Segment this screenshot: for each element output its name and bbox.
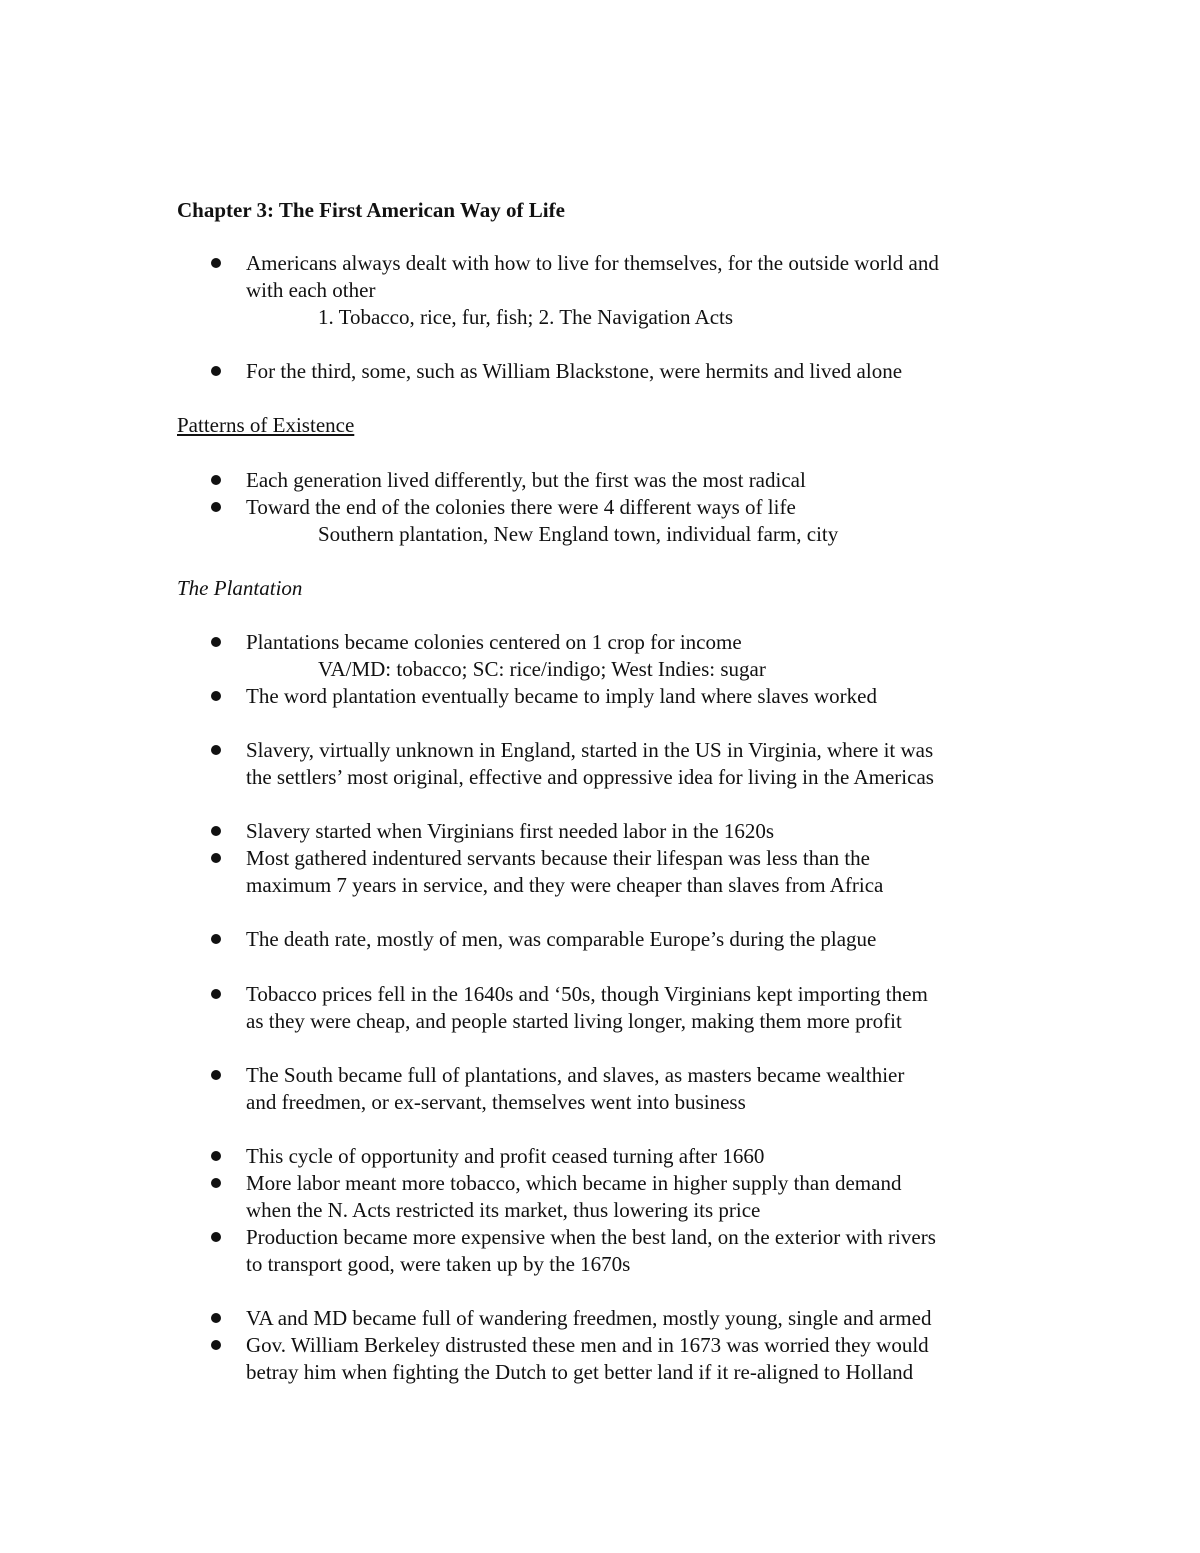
list-item-line: Gov. William Berkeley distrusted these men and in 1673 was worried they would: [246, 1333, 929, 1357]
bullet-icon: [211, 502, 221, 512]
list-subitem: 1. Tobacco, rice, fur, fish; 2. The Navigation Acts: [318, 305, 734, 329]
bullet-icon: [211, 475, 221, 485]
bullet-icon: [211, 1178, 221, 1188]
list-item-line: The South became full of plantations, and slaves, as masters became wealthier: [246, 1063, 905, 1087]
list-item-line: The death rate, mostly of men, was comparable Europe’s during the plague: [246, 927, 877, 951]
list-item-line: the settlers’ most original, effective and oppressive idea for living in the Americas: [246, 765, 934, 789]
list-item-line: when the N. Acts restricted its market, thus lowering its price: [246, 1198, 761, 1222]
bullet-icon: [211, 934, 221, 944]
list-item-line: Toward the end of the colonies there were 4 different ways of life: [246, 495, 796, 519]
list-item-line: Tobacco prices fell in the 1640s and ‘50s, though Virginians kept importing them: [246, 982, 928, 1006]
list-item-line: to transport good, were taken up by the 1670s: [246, 1252, 631, 1276]
section-heading-plantation: The Plantation: [177, 576, 303, 600]
list-item-line: More labor meant more tobacco, which became in higher supply than demand: [246, 1171, 902, 1195]
bullet-icon: [211, 1070, 221, 1080]
bullet-icon: [211, 1151, 221, 1161]
list-item-line: VA and MD became full of wandering freedmen, mostly young, single and armed: [246, 1306, 932, 1330]
list-item-line: Each generation lived differently, but the first was the most radical: [246, 468, 806, 492]
list-item-line: Production became more expensive when the best land, on the exterior with rivers: [246, 1225, 936, 1249]
page-title: Chapter 3: The First American Way of Life: [177, 198, 565, 222]
bullet-icon: [211, 826, 221, 836]
list-item-line: Plantations became colonies centered on 1 crop for income: [246, 630, 742, 654]
bullet-icon: [211, 691, 221, 701]
list-item-line: Most gathered indentured servants because their lifespan was less than the: [246, 846, 870, 870]
bullet-icon: [211, 366, 221, 376]
bullet-icon: [211, 745, 221, 755]
bullet-icon: [211, 989, 221, 999]
bullet-icon: [211, 1232, 221, 1242]
list-item-line: For the third, some, such as William Blackstone, were hermits and lived alone: [246, 359, 903, 383]
section-heading-patterns: Patterns of Existence: [177, 413, 355, 437]
list-item-line: and freedmen, or ex-servant, themselves went into business: [246, 1090, 746, 1114]
bullet-icon: [211, 1340, 221, 1350]
list-item-line: The word plantation eventually became to imply land where slaves worked: [246, 684, 877, 708]
list-item-line: betray him when fighting the Dutch to get better land if it re-aligned to Holland: [246, 1360, 914, 1384]
list-item-line: Slavery, virtually unknown in England, started in the US in Virginia, where it was: [246, 738, 934, 762]
list-subitem: VA/MD: tobacco; SC: rice/indigo; West Indies: sugar: [318, 657, 766, 681]
bullet-icon: [211, 637, 221, 647]
list-item-line: maximum 7 years in service, and they were cheaper than slaves from Africa: [246, 873, 884, 897]
list-subitem: Southern plantation, New England town, individual farm, city: [318, 522, 839, 546]
list-item-line: Americans always dealt with how to live for themselves, for the outside world and: [246, 251, 939, 275]
bullet-icon: [211, 1313, 221, 1323]
list-item-line: as they were cheap, and people started living longer, making them more profit: [246, 1009, 902, 1033]
bullet-icon: [211, 258, 221, 268]
list-item-line: with each other: [246, 278, 376, 302]
list-item-line: Slavery started when Virginians first needed labor in the 1620s: [246, 819, 775, 843]
list-item-line: This cycle of opportunity and profit ceased turning after 1660: [246, 1144, 765, 1168]
bullet-icon: [211, 853, 221, 863]
